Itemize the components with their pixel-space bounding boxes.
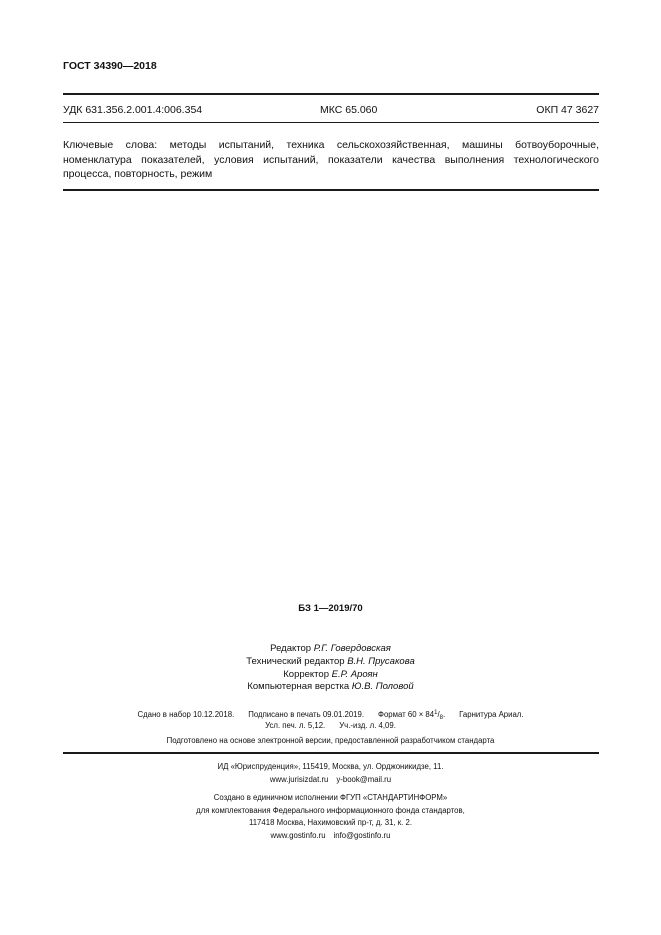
created-line-1: Создано в единичном исполнении ФГУП «СТАНДАРТИНФОРМ» <box>213 793 448 802</box>
bz-number: БЗ 1—2019/70 <box>298 603 363 614</box>
okp-code: ОКП 47 3627 <box>536 104 599 116</box>
tech-editor-label: Технический редактор <box>246 655 345 667</box>
tech-editor-name: В.Н. Прусакова <box>347 655 415 667</box>
keywords-paragraph: Ключевые слова: методы испытаний, техника сельскохозяйственная, машины ботвоуборочные, номенклатура показателей, условия испытаний, показатели качества выполнения технологического процесса, повторность, режим <box>63 139 599 180</box>
udk-code: УДК 631.356.2.001.4:006.354 <box>63 104 203 116</box>
print-sheets: Усл. печ. л. 5,12. <box>265 721 326 730</box>
layout-name: Ю.В. Половой <box>351 681 414 693</box>
layout-label: Компьютерная верстка <box>247 681 350 693</box>
credits-block <box>0 643 661 694</box>
signed-date: Подписано в печать 09.01.2019. <box>248 710 365 719</box>
submitted-date: Сдано в набор 10.12.2018. <box>137 710 235 719</box>
format: Формат $60 \times 84^1/_8$. <box>378 710 446 721</box>
corrector-line <box>0 669 661 682</box>
codes-rule <box>63 122 599 123</box>
gostinfo-address: 117418 Москва, Нахимовский пр-т, д. 31, к. 2. <box>248 818 413 827</box>
gostinfo-email-link[interactable]: info@gostinfo.ru <box>333 830 391 840</box>
tech-editor-line <box>0 656 661 669</box>
standard-number: ГОСТ 34390—2018 <box>63 60 157 72</box>
editor-label: Редактор <box>270 643 312 654</box>
mks-code: МКС 65.060 <box>320 104 378 116</box>
gostinfo-site-link[interactable]: www.gostinfo.ru <box>270 830 326 840</box>
font-info: Гарнитура Ариал. <box>459 710 524 719</box>
editor-line <box>0 643 661 656</box>
publication-sheets: Уч.-изд. л. 4,09. <box>339 721 396 730</box>
corrector-label: Корректор <box>283 668 329 680</box>
corrector-name: Е.Р. Ароян <box>331 668 378 680</box>
publisher-address: ИД «Юриспруденция», 115419, Москва, ул. Орджоникидзе, 11. <box>217 762 444 771</box>
created-line-2: для комплектования Федерального информационного фонда стандартов, <box>196 805 465 815</box>
created-block <box>0 792 661 818</box>
prepared-note: Подготовлено на основе электронной версии, предоставленной разработчиком стандарта <box>166 736 495 745</box>
publisher-site-link[interactable]: www.jurisizdat.ru <box>269 774 329 784</box>
publisher-email-link[interactable]: y-book@mail.ru <box>336 774 392 784</box>
publisher-block <box>0 761 661 787</box>
bottom-rule <box>63 752 599 754</box>
layout-line <box>0 681 661 694</box>
top-rule <box>63 93 599 95</box>
editor-name: Р.Г. Говердовская <box>313 643 391 654</box>
gostinfo-block <box>0 817 661 843</box>
keywords-rule <box>63 189 599 191</box>
print-info-line2 <box>0 719 661 732</box>
